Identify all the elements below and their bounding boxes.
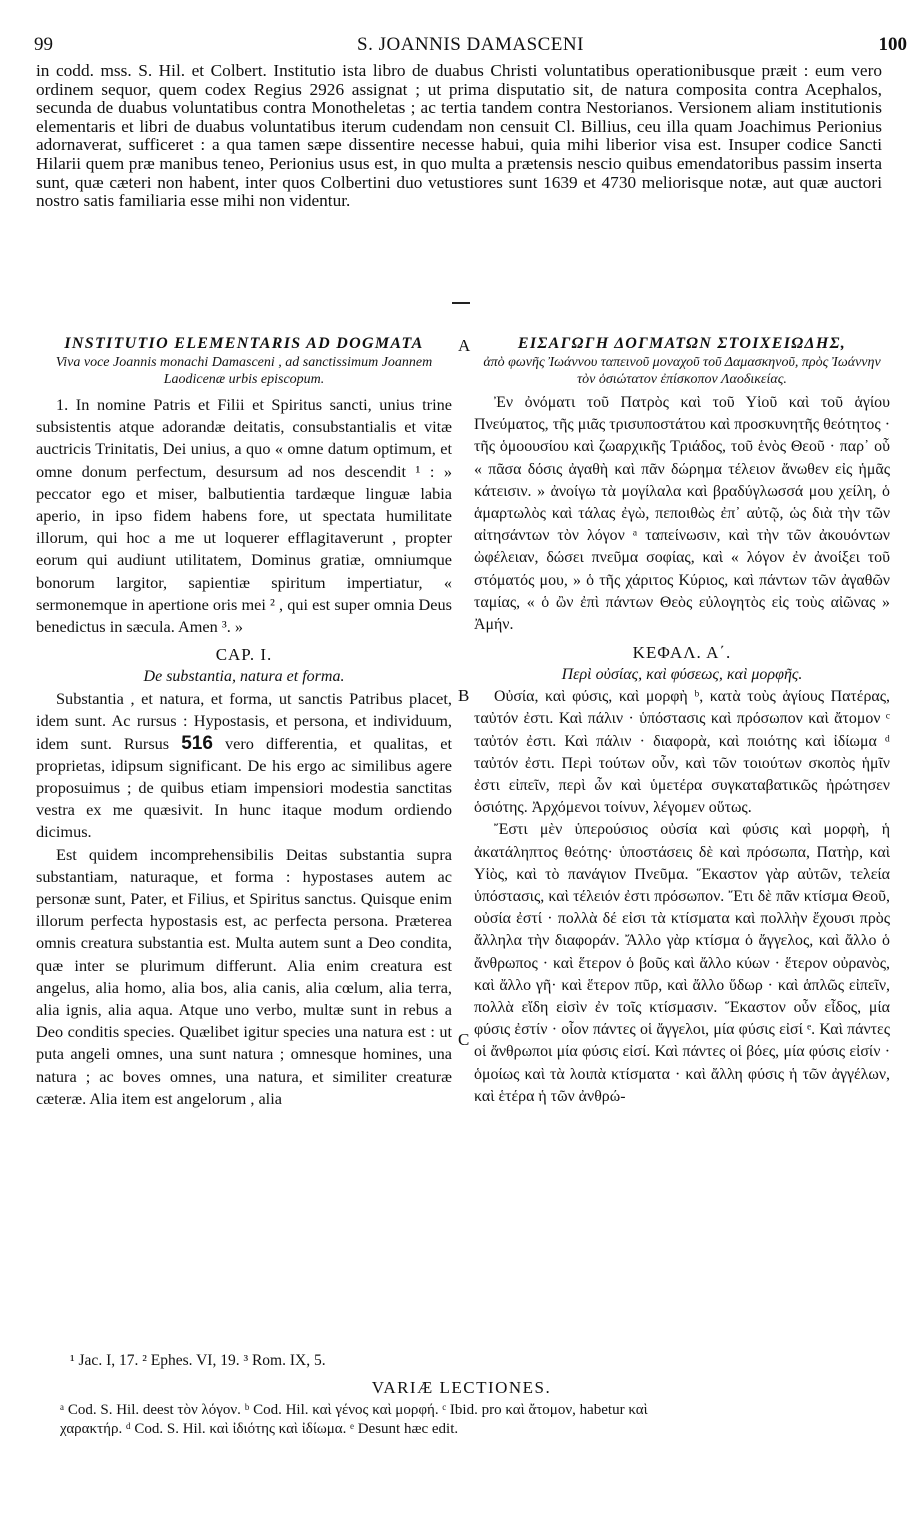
intro-paragraph: in codd. mss. S. Hil. et Colbert. Institutio ista libro de duabus Christi voluntatibus operationibusque præit : eum vero ordinem sequor, quem codex Regius 2926 assignat ; ut prima disputatio sit, de natura composita contra Acephalos, secunda de duabus voluntatibus contra Monotheletas ; ac tertia tandem contra Nestorianos. Versionem aliam institutionis elementaris et libri de duabus voluntatibus iterum cudendam non censuit Cl. Billius, ceu illa quam Joachimus Perionius adornaverat, sufficeret : a qua tamen sæpe dissentire necesse habui, quia mihi liberior visa est. Insuper codice Sancti Hilarii quem præ manibus teneo, Perionius usus est, in quo multa a prætensis nescio quibus emendatoribus passim inserta sunt, quæ cæteri non habent, inter quos Colbertini duo vetustiores sunt 1639 et 4730 meliorisque notæ, aut quæ auctori nostro satis familiaria esse mihi non videntur. (36, 61, 882, 211)
margin-letter-c: C (458, 1030, 470, 1049)
section-divider (452, 302, 470, 304)
footnotes: ¹ Jac. I, 17. ² Ephes. VI, 19. ³ Rom. IX, 5. (70, 1352, 326, 1369)
latin-chapter-subtitle: De substantia, natura et forma. (143, 668, 345, 686)
greek-title: ΕΙΣΑΓΩΓΗ ΔΟΓΜΑΤΩΝ ΣΤΟΙΧΕΙΩΔΗΣ, (517, 335, 847, 352)
greek-chapter-heading: ΚΕΦΑΛ. Α΄. (632, 643, 732, 663)
latin-paragraph-2-start: Substantia , et natura, et forma, ut sanctis Patribus placet, idem sunt. Ac rursus : Hypostasis, et persona, et individuum, idem sunt. Rursus (36, 689, 452, 753)
latin-paragraph-3: Est quidem incomprehensibilis Deitas substantia supra substantiam, naturaque, et forma : hypostases autem ac personæ sunt, Pater, et Filius, et Spiritus sanctus. Quisque enim illorum perfecta hypostasis est, ac perfecta persona. Præterea omnis creatura substantia est. Multa autem sunt a Deo condita, quæ inter se plurimum differunt. Alia enim creatura est angelus, alia homo, alia bos, alia canis, alia cœlum, alia terra, alia ignis, alia aqua. Atque uno verbo, multæ sunt in rebus a Deo conditis species. Quælibet igitur species una natura est : ut puta angeli omnes, una sunt natura ; omnesque homines, una natura ; ac boves omnes, una natura, et similiter creaturæ cæteræ. Alia item est angelorum , alia (36, 844, 452, 1108)
greek-paragraph-2: Οὐσία, καὶ φύσις, καὶ μορφὴ ᵇ, κατὰ τοὺς ἁγίους Πατέρας, ταὐτόν ἐστι. Καὶ πάλιν · ὑπόστασις καὶ πρόσωπον καὶ ἄτομον ᶜ ταὐτόν ἐστι. Καὶ πάλιν · διαφορὰ, καὶ ποιότης καὶ ἰδίωμα ᵈ ταὐτόν ἐστι. Περὶ τούτων οὖν, καὶ τῶν τοιούτων σκοπὸς ἡμῖν ἐστι εἰπεῖν, περὶ ὧν καὶ ὑμετέρα συγκαταβατικῶς ἠρώτησεν ὁσιότης. Ἀρχόμενοι τοίνυν, λέγομεν οὕτως. (474, 688, 890, 817)
latin-paragraph-2 (36, 688, 452, 843)
margin-letter-b: B (458, 686, 470, 705)
running-title: S. JOANNIS DAMASCENI (357, 34, 584, 55)
latin-title: INSTITUTIO ELEMENTARIS AD DOGMATA (64, 335, 424, 352)
greek-chapter-subtitle: Περὶ οὐσίας, καὶ φύσεως, καὶ μορφῆς. (561, 666, 803, 684)
variae-lectiones-heading: VARIÆ LECTIONES. (371, 1378, 552, 1397)
latin-paragraph-1: 1. In nomine Patris et Filii et Spiritus sancti, unius trine subsistentis atque adorandæ deitatis, consubstantialis et vitæ auctricis Trinitatis, Dei unius, a quo « omne datum optimum, et omne donum perfectum, desursum ad nos descendit ¹ : » peccator ego et miser, balbutientia tardæque linguæ labia aperio, in ipso fidem habens fore, ut spectata humilitate illorum, qui hoc a me ut loquerer efflagitaverunt , propter eorum qui audiunt utilitatem, Dominus gratiæ, omniumque bonorum largitor, sapientiæ spiritum impertiatur, « sermonemque in apertione oris mei ² , qui est super omnia Deus benedictus in sæcula. Amen ³. » (36, 395, 452, 637)
latin-body (36, 394, 452, 1110)
greek-paragraph-3: Ἔστι μὲν ὑπερούσιος οὐσία καὶ φύσις καὶ μορφὴ, ἡ ἀκατάληπτος θεότης· ὑποστάσεις δὲ καὶ πρόσωπα, Πατὴρ, καὶ Υἱὸς, καὶ τὸ πανάγιον Πνεῦμα. Ἕκαστον γὰρ αὐτῶν, τελεία ὑπόστασις, καὶ τέλειόν ἐστι πρόσωπον. Ἔτι δὲ πᾶν κτίσμα Θεοῦ, οὐσία ἐστί · πολλὰ δέ εἰσι τὰ κτίσματα καὶ πολλὴν ἔχουσι πρὸς ἄλληλα τὴν διαφοράν. Ἄλλο γὰρ κτίσμα ὁ ἄγγελος, καὶ ἄλλο ὁ ἄνθρωπος · καὶ ἕτερον ὁ βοῦς καὶ ἄλλο κύων · ἕτερον οὐρανὸς, καὶ ἄλλο γῆ· καὶ ἕτερον πῦρ, καὶ ἄλλο ὕδωρ · καὶ ἁπλῶς εἰπεῖν, πολλὰ εἴδη εἰσὶν ἐν τοῖς κτίσμασιν. Ἕκαστον οὖν εἶδος, μία φύσις ἐστίν · οἷον πάντες οἱ ἄγγελοι, μία φύσις εἰσί ᵉ. Καὶ πάντες οἱ ἄνθρωποι μία φύσις εἰσί. Καὶ πάντες οἱ βόες, μία φύσις εἰσίν · ὁμοίως καὶ τὰ λοιπὰ κτίσματα · καὶ ἄλλη φύσις ἡ τῶν ἀγγέλων, καὶ ἑτέρα ἡ τῶν ἀνθρώ- (474, 821, 890, 1105)
latin-subtitle: Viva voce Joannis monachi Damasceni , ad sanctissimum Joannem Laodicenæ urbis episcopum. (55, 355, 433, 387)
intro-note (36, 62, 882, 211)
variae-lectiones (60, 1401, 890, 1438)
running-header (34, 34, 907, 60)
variae-line-2: χαρακτήρ. ᵈ Cod. S. Hil. καὶ ἰδιότης καὶ ἰδίωμα. ᵉ Desunt hæc edit. (60, 1420, 459, 1437)
latin-paragraph-2-end: vero differentia, et qualitas, et proprietas, idipsum significant. De his ergo ac similibus agere proposuimus ; de quibus etiam impensiori modestia sanctitas vestra ex me quæsivit. In hunc itaque modum ordiendo dicimus. (36, 733, 452, 842)
greek-paragraph-1: Ἐν ὀνόματι τοῦ Πατρὸς καὶ τοῦ Υἱοῦ καὶ τοῦ ἁγίου Πνεύματος, τῆς μιᾶς τρισυποστάτου καὶ προσκυνητῆς θεότητος · τῆς ὁμοουσίου καὶ ζωαρχικῆς Τριάδος, τοῦ ἑνὸς Θεοῦ · παρ᾿ οὗ « πᾶσα δόσις ἀγαθὴ καὶ πᾶν δώρημα τέλειον ἄνωθεν εἰς ἡμᾶς κάτεισιν. » ἀνοίγω τὰ μογίλαλα καὶ βραδύγλωσσά μου χείλη, ὁ ἁμαρτωλὸς καὶ τάλας ἐγὼ, πεποιθὼς ἐπ᾿ αὐτῷ, ὡς διὰ τὴν τῶν αἰτησάντων τὸν λόγον ᵃ ταπείνωσιν, καὶ τὴν τῶν ἀκουόντων ὠφέλειαν, δώσει πνεῦμα σοφίας, καὶ « λόγον ἐν ἀνοίξει τοῦ στόματός μου, » ὁ τῆς χάριτος Κύριος, καὶ πάντων τῶν ἀγαθῶν ταμίας, « ὁ ὢν ἐπὶ πάντων Θεὸς εὐλογητὸς εἰς τοὺς αἰῶνας » Ἀμήν. (474, 394, 890, 634)
variae-line-1: ᵃ Cod. S. Hil. deest τὸν λόγον. ᵇ Cod. Hil. καὶ γένος καὶ μορφή. ᶜ Ibid. pro καὶ ἄτομον, habetur καὶ (60, 1402, 648, 1418)
greek-column (474, 334, 890, 1108)
greek-subtitle: ἀπὸ φωνῆς Ἰωάννου ταπεινοῦ μοναχοῦ τοῦ Δαμασκηνοῦ, πρὸς Ἰωάννην τὸν ὁσιώτατον ἐπίσκοπον Λαοδικείας. (483, 355, 881, 387)
latin-chapter-heading: CAP. I. (215, 645, 273, 665)
margin-letter-a: A (458, 336, 471, 355)
original-page-number: 516 (181, 732, 213, 754)
page-number-right: 100 (878, 34, 907, 55)
latin-column (36, 334, 452, 1110)
greek-body (474, 392, 890, 1108)
page-number-left: 99 (34, 34, 53, 55)
